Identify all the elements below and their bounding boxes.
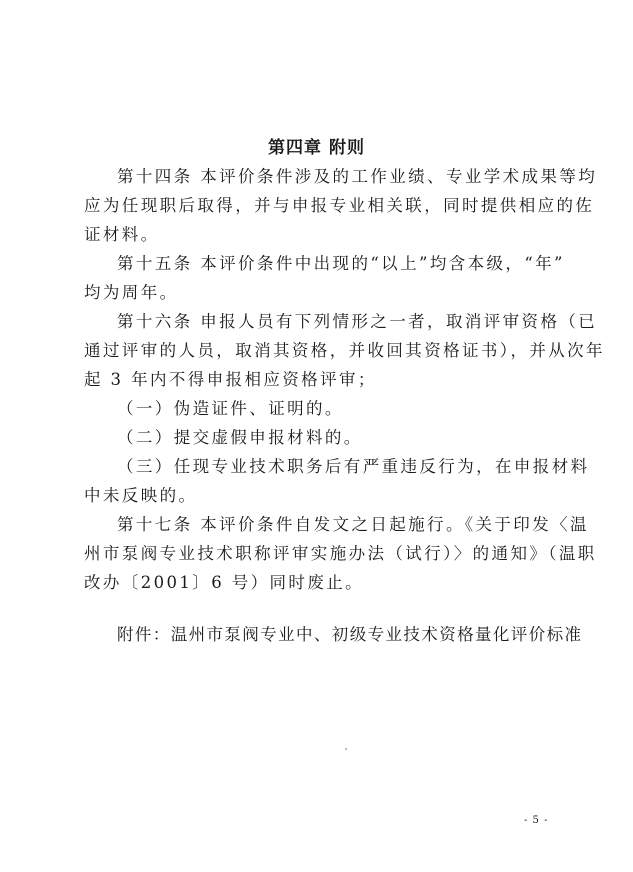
article-16-item-1: （一）伪造证件、证明的。 [117,399,344,418]
article-16-item-2: （二）提交虚假申报材料的。 [117,428,363,447]
article-16-item-3-line-2: 中未反映的。 [84,486,198,505]
chapter-title: 第四章 附则 [268,138,365,158]
attachment-note: 附件：温州市泵阀专业中、初级专业技术资格量化评价标准 [117,625,583,644]
article-17-line-2: 州市泵阀专业技术职称评审实施办法（试行）〉的通知》（温职 [84,544,597,563]
article-16-line-3: 起 3 年内不得申报相应资格评审； [84,370,377,389]
page-number: - 5 - [524,815,549,826]
article-14-line-1: 第十四条 本评价条件涉及的工作业绩、专业学术成果等均 [117,167,598,186]
article-17-line-1: 第十七条 本评价条件自发文之日起施行。《关于印发〈温 [117,515,589,534]
article-14-line-3: 证材料。 [84,225,160,244]
scan-speck [345,748,347,750]
article-17-line-3: 改办〔2001〕6 号）同时废止。 [84,573,365,592]
article-16-item-3-line-1: （三）任现专业技术职务后有严重违反行为，在申报材料 [117,457,590,476]
article-15-line-2: 均为周年。 [84,283,179,302]
article-16-line-2: 通过评审的人员，取消其资格，并收回其资格证书），并从次年 [84,341,605,360]
article-16-line-1: 第十六条 申报人员有下列情形之一者，取消评审资格（已 [117,312,598,331]
article-15-line-1: 第十五条 本评价条件中出现的“以上”均含本级，“年” [117,254,565,273]
article-14-line-2: 应为任现职后取得，并与申报专业相关联，同时提供相应的佐 [84,196,595,215]
